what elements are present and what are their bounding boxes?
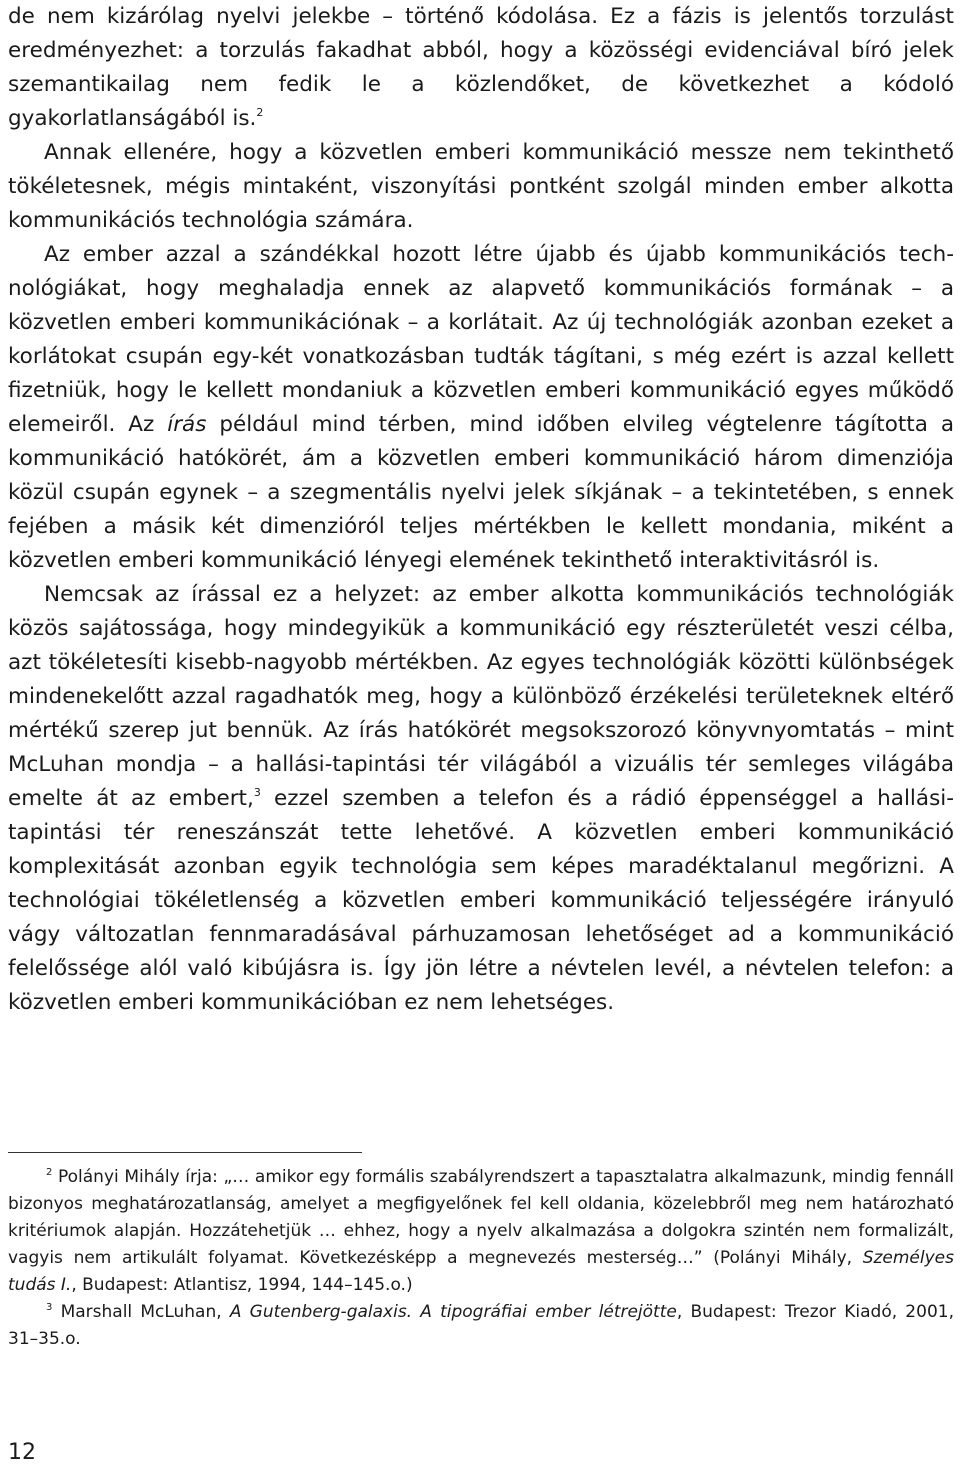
text-run: Marshall McLuhan, (52, 1302, 230, 1322)
paragraph (8, 0, 954, 136)
text-run: , Budapest: Trezor Kiadó, 2001, 31–35.o. (8, 1302, 954, 1349)
text-run: Az ember azzal a szándékkal hozott létre újabb és újabb kommunikációs technológiákat, hogy meghaladja ennek az alapvető kommunikációs formának – a közvetlen emberi kommunikációnak – a korlátait. Az új technológiák azonban ezeket a korlátokat csupán egy-két vonatkozásban tudták tágítani, s még ezért is azzal kellett fizetniük, hogy le kellett mondaniuk a közvetlen emberi kommunikáció egyes működő elemeiről. Az (8, 242, 954, 437)
text-run: Polányi Mihály írja: „… amikor egy formális szabályrendszert a tapasztalatra alkalmazunk, mindig fennáll bizonyos meghatározatlanság, amelyet a megfigyelőnek fel kell oldania, közelebbről meg nem határozható kritériumok alapján. Hozzátehetjük … ehhez, hogy a nyelv alkalmazása a dolgokra szintén nem formalizált, vagyis nem artikulált folyamat. Következésképp a megnevezés mesterség…” (Polányi Mihály, (8, 1167, 954, 1268)
footnote (8, 1299, 954, 1353)
footnote-divider (8, 1152, 362, 1153)
paragraph (8, 238, 954, 578)
footnotes (8, 1164, 954, 1353)
italic-text: A Gutenberg-galaxis. A tipográfiai ember létrejötte (229, 1302, 677, 1322)
text-run: ezzel szemben a telefon és a rádió éppenséggel a hallási-tapintási tér reneszánszát tette lehetővé. A közvetlen emberi kommunikáció komplexitását azonban egyik technológia sem képes maradéktalanul megőrizni. A technológiai tökéletlenség a közvetlen emberi kommunikáció teljességére irányuló vágy változatlan fennmaradásával párhuzamosan lehetőséget ad a kommunikáció felelőssége alól való kibújásra is. Így jön létre a névtelen levél, a névtelen telefon: a közvetlen emberi kommunikációban ez nem lehetséges. (8, 786, 954, 1015)
text-run: Annak ellenére, hogy a közvetlen emberi kommunikáció messze nem tekinthető tökéletesnek, mégis mintaként, viszonyítási pontként szolgál minden ember alkotta kommunikációs technológia számára. (8, 140, 954, 233)
paragraph (8, 578, 954, 1020)
footnote-marker: 3 (253, 786, 261, 799)
italic-text: Személyes tudás I. (8, 1248, 954, 1295)
text-run: például mind térben, mind időben elvileg végtelenre tágította a kommunikáció hatókörét, ám a közvetlen emberi kommunikáció három dimenziója közül csupán egynek – a szegmentális nyelvi jelek síkjának – a tekintetében, s ennek fejében a másik két dimenzióról teljes mértékben le kellett mondania, miként a közvetlen emberi kommunikáció lényegi elemének tekinthető interaktivitásról is. (8, 412, 954, 573)
page-content (8, 0, 954, 1020)
paragraph (8, 136, 954, 238)
text-run: Nemcsak az írással ez a helyzet: az ember alkotta kommunikációs technológiák közös sajátossága, hogy mindegyikük a kommunikáció egy részterületét veszi célba, azt tökéletesíti kisebb-nagyobb mértékben. Az egyes technológiák közötti különbségek mindenekelőtt azzal ragadhatók meg, hogy a különböző érzékelési területeknek eltérő mértékű szerep jut bennük. Az írás hatókörét megsokszorozó könyvnyomtatás – mint McLuhan mondja – a hallási-tapintási tér világából a vizuális tér semleges világába emelte át az embert, (8, 582, 954, 811)
footnote-marker: 3 (46, 1302, 53, 1313)
italic-text: írás (167, 412, 207, 437)
body-text (8, 0, 954, 1020)
footnote-marker: 2 (256, 106, 264, 119)
page-number: 12 (8, 1440, 36, 1465)
text-run: , Budapest: Atlantisz, 1994, 144–145.o.) (71, 1275, 413, 1295)
footnote (8, 1164, 954, 1299)
text-run: de nem kizárólag nyelvi jelekbe – történő kódolása. Ez a fázis is jelentős torzulást eredményezhet: a torzulás fakadhat abból, hogy a közösségi evidenciával bíró jelek szemantikailag nem fedik le a közlendőket, de következhet a kódoló gyakorlatlanságából is. (8, 4, 954, 131)
footnote-marker: 2 (46, 1167, 53, 1178)
